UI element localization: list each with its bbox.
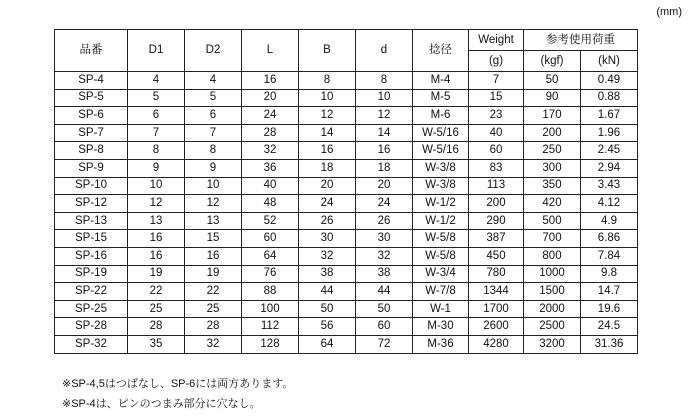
cell-l: 88 xyxy=(242,283,299,301)
header-weight: Weight xyxy=(469,30,524,51)
cell-load-kn: 2.45 xyxy=(581,142,638,160)
cell-d1: 6 xyxy=(128,107,185,125)
cell-load-kn: 2.94 xyxy=(581,159,638,177)
cell-load-kn: 9.8 xyxy=(581,265,638,283)
cell-l: 24 xyxy=(242,107,299,125)
table-row xyxy=(55,230,638,248)
cell-load-kn: 31.36 xyxy=(581,335,638,353)
cell-load-kgf: 1500 xyxy=(524,283,581,301)
cell-l: 36 xyxy=(242,159,299,177)
table-row xyxy=(55,300,638,318)
header-d1: D1 xyxy=(128,30,185,72)
cell-d2: 13 xyxy=(185,212,242,230)
cell-part-no: SP-15 xyxy=(55,230,128,248)
cell-load-kn: 7.84 xyxy=(581,247,638,265)
cell-weight: 7 xyxy=(469,72,524,90)
cell-weight: 83 xyxy=(469,159,524,177)
cell-part-no: SP-16 xyxy=(55,247,128,265)
cell-d: 72 xyxy=(356,335,413,353)
cell-d2: 7 xyxy=(185,124,242,142)
cell-l: 48 xyxy=(242,195,299,213)
cell-part-no: SP-13 xyxy=(55,212,128,230)
header-part-no: 品番 xyxy=(55,30,128,72)
cell-load-kn: 1.67 xyxy=(581,107,638,125)
cell-l: 40 xyxy=(242,177,299,195)
cell-weight: 40 xyxy=(469,124,524,142)
cell-l: 100 xyxy=(242,300,299,318)
cell-load-kgf: 90 xyxy=(524,89,581,107)
cell-b: 32 xyxy=(299,247,356,265)
cell-d1: 4 xyxy=(128,72,185,90)
table-row xyxy=(55,159,638,177)
cell-load-kgf: 250 xyxy=(524,142,581,160)
cell-d1: 35 xyxy=(128,335,185,353)
cell-d1: 10 xyxy=(128,177,185,195)
cell-part-no: SP-7 xyxy=(55,124,128,142)
cell-load-kn: 6.86 xyxy=(581,230,638,248)
table-row xyxy=(55,107,638,125)
cell-d: 12 xyxy=(356,107,413,125)
cell-weight: 23 xyxy=(469,107,524,125)
cell-part-no: SP-5 xyxy=(55,89,128,107)
cell-d2: 28 xyxy=(185,318,242,336)
cell-part-no: SP-28 xyxy=(55,318,128,336)
cell-d2: 12 xyxy=(185,195,242,213)
cell-d2: 10 xyxy=(185,177,242,195)
cell-d: 24 xyxy=(356,195,413,213)
cell-l: 60 xyxy=(242,230,299,248)
cell-d: 60 xyxy=(356,318,413,336)
cell-b: 10 xyxy=(299,89,356,107)
header-d2: D2 xyxy=(185,30,242,72)
cell-b: 8 xyxy=(299,72,356,90)
table-row xyxy=(55,124,638,142)
cell-b: 56 xyxy=(299,318,356,336)
cell-l: 112 xyxy=(242,318,299,336)
cell-thread: W-1/2 xyxy=(413,195,469,213)
cell-b: 64 xyxy=(299,335,356,353)
cell-thread: W-1/2 xyxy=(413,212,469,230)
cell-d2: 9 xyxy=(185,159,242,177)
header-weight-unit: (g) xyxy=(469,51,524,72)
cell-thread: M-6 xyxy=(413,107,469,125)
cell-d1: 19 xyxy=(128,265,185,283)
cell-load-kn: 14.7 xyxy=(581,283,638,301)
cell-d2: 16 xyxy=(185,247,242,265)
cell-d1: 8 xyxy=(128,142,185,160)
cell-part-no: SP-22 xyxy=(55,283,128,301)
cell-weight: 60 xyxy=(469,142,524,160)
cell-d1: 16 xyxy=(128,247,185,265)
cell-weight: 450 xyxy=(469,247,524,265)
spec-table xyxy=(54,29,638,354)
cell-b: 38 xyxy=(299,265,356,283)
cell-thread: M-36 xyxy=(413,335,469,353)
cell-d2: 19 xyxy=(185,265,242,283)
cell-d2: 22 xyxy=(185,283,242,301)
cell-part-no: SP-6 xyxy=(55,107,128,125)
cell-load-kn: 24.5 xyxy=(581,318,638,336)
unit-label: (mm) xyxy=(656,6,682,18)
cell-load-kn: 0.88 xyxy=(581,89,638,107)
cell-thread: W-5/16 xyxy=(413,124,469,142)
header-b: B xyxy=(299,30,356,72)
cell-load-kgf: 300 xyxy=(524,159,581,177)
cell-thread: W-5/16 xyxy=(413,142,469,160)
cell-part-no: SP-8 xyxy=(55,142,128,160)
cell-thread: W-3/8 xyxy=(413,159,469,177)
table-row xyxy=(55,247,638,265)
cell-thread: W-3/4 xyxy=(413,265,469,283)
cell-b: 20 xyxy=(299,177,356,195)
cell-d: 38 xyxy=(356,265,413,283)
cell-b: 12 xyxy=(299,107,356,125)
header-load-kgf: (kgf) xyxy=(524,51,581,72)
header-load: 参考使用荷重 xyxy=(524,30,638,51)
cell-load-kgf: 3200 xyxy=(524,335,581,353)
cell-d: 18 xyxy=(356,159,413,177)
cell-load-kn: 19.6 xyxy=(581,300,638,318)
cell-part-no: SP-19 xyxy=(55,265,128,283)
cell-weight: 4280 xyxy=(469,335,524,353)
cell-load-kn: 3.43 xyxy=(581,177,638,195)
cell-d2: 8 xyxy=(185,142,242,160)
cell-d: 20 xyxy=(356,177,413,195)
cell-load-kn: 4.9 xyxy=(581,212,638,230)
cell-weight: 1700 xyxy=(469,300,524,318)
header-d: d xyxy=(356,30,413,72)
cell-b: 50 xyxy=(299,300,356,318)
cell-b: 44 xyxy=(299,283,356,301)
cell-d2: 25 xyxy=(185,300,242,318)
cell-d: 16 xyxy=(356,142,413,160)
table-row xyxy=(55,265,638,283)
cell-b: 14 xyxy=(299,124,356,142)
cell-thread: W-5/8 xyxy=(413,247,469,265)
cell-b: 18 xyxy=(299,159,356,177)
cell-load-kn: 4.12 xyxy=(581,195,638,213)
note-1: ※SP-4,5はつばなし、SP-6には両方あります。 xyxy=(62,378,294,390)
cell-b: 30 xyxy=(299,230,356,248)
cell-load-kgf: 200 xyxy=(524,124,581,142)
table-body xyxy=(55,72,638,354)
table-row xyxy=(55,318,638,336)
cell-thread: M-30 xyxy=(413,318,469,336)
table-row xyxy=(55,177,638,195)
cell-d2: 4 xyxy=(185,72,242,90)
cell-weight: 290 xyxy=(469,212,524,230)
table-row xyxy=(55,142,638,160)
cell-part-no: SP-25 xyxy=(55,300,128,318)
cell-d2: 32 xyxy=(185,335,242,353)
cell-l: 20 xyxy=(242,89,299,107)
cell-part-no: SP-32 xyxy=(55,335,128,353)
cell-b: 26 xyxy=(299,212,356,230)
cell-load-kgf: 420 xyxy=(524,195,581,213)
cell-d2: 5 xyxy=(185,89,242,107)
cell-load-kgf: 500 xyxy=(524,212,581,230)
cell-l: 76 xyxy=(242,265,299,283)
header-load-kn: (kN) xyxy=(581,51,638,72)
cell-d: 44 xyxy=(356,283,413,301)
cell-d: 26 xyxy=(356,212,413,230)
cell-weight: 387 xyxy=(469,230,524,248)
table-row xyxy=(55,212,638,230)
cell-thread: W-5/8 xyxy=(413,230,469,248)
cell-d: 8 xyxy=(356,72,413,90)
cell-d1: 5 xyxy=(128,89,185,107)
cell-b: 16 xyxy=(299,142,356,160)
cell-weight: 1344 xyxy=(469,283,524,301)
cell-l: 32 xyxy=(242,142,299,160)
cell-l: 64 xyxy=(242,247,299,265)
cell-d1: 12 xyxy=(128,195,185,213)
cell-thread: M-5 xyxy=(413,89,469,107)
cell-thread: W-1 xyxy=(413,300,469,318)
notes xyxy=(62,374,293,414)
cell-d2: 6 xyxy=(185,107,242,125)
cell-d1: 25 xyxy=(128,300,185,318)
cell-part-no: SP-9 xyxy=(55,159,128,177)
cell-d: 30 xyxy=(356,230,413,248)
table-row xyxy=(55,72,638,90)
cell-d: 32 xyxy=(356,247,413,265)
cell-l: 52 xyxy=(242,212,299,230)
header-thread: 捻径 xyxy=(413,30,469,72)
table-row xyxy=(55,335,638,353)
cell-load-kgf: 350 xyxy=(524,177,581,195)
cell-l: 28 xyxy=(242,124,299,142)
cell-d1: 7 xyxy=(128,124,185,142)
cell-l: 128 xyxy=(242,335,299,353)
cell-thread: W-7/8 xyxy=(413,283,469,301)
note-2: ※SP-4は、ピンのつまみ部分に穴なし。 xyxy=(62,398,261,410)
table-row xyxy=(55,195,638,213)
cell-thread: W-3/8 xyxy=(413,177,469,195)
cell-d1: 13 xyxy=(128,212,185,230)
cell-weight: 780 xyxy=(469,265,524,283)
cell-d1: 16 xyxy=(128,230,185,248)
header-l: L xyxy=(242,30,299,72)
cell-part-no: SP-10 xyxy=(55,177,128,195)
cell-weight: 113 xyxy=(469,177,524,195)
cell-part-no: SP-12 xyxy=(55,195,128,213)
cell-d: 10 xyxy=(356,89,413,107)
cell-load-kgf: 170 xyxy=(524,107,581,125)
cell-weight: 2600 xyxy=(469,318,524,336)
cell-weight: 15 xyxy=(469,89,524,107)
cell-load-kn: 0.49 xyxy=(581,72,638,90)
cell-d1: 22 xyxy=(128,283,185,301)
cell-load-kgf: 1000 xyxy=(524,265,581,283)
cell-load-kgf: 700 xyxy=(524,230,581,248)
cell-load-kgf: 800 xyxy=(524,247,581,265)
cell-d2: 15 xyxy=(185,230,242,248)
cell-d: 14 xyxy=(356,124,413,142)
cell-load-kgf: 2000 xyxy=(524,300,581,318)
cell-d: 50 xyxy=(356,300,413,318)
cell-thread: M-4 xyxy=(413,72,469,90)
table-row xyxy=(55,283,638,301)
cell-part-no: SP-4 xyxy=(55,72,128,90)
cell-b: 24 xyxy=(299,195,356,213)
cell-l: 16 xyxy=(242,72,299,90)
cell-load-kgf: 50 xyxy=(524,72,581,90)
cell-load-kn: 1.96 xyxy=(581,124,638,142)
cell-load-kgf: 2500 xyxy=(524,318,581,336)
cell-weight: 200 xyxy=(469,195,524,213)
table-header xyxy=(55,30,638,72)
table-row xyxy=(55,89,638,107)
cell-d1: 28 xyxy=(128,318,185,336)
cell-d1: 9 xyxy=(128,159,185,177)
